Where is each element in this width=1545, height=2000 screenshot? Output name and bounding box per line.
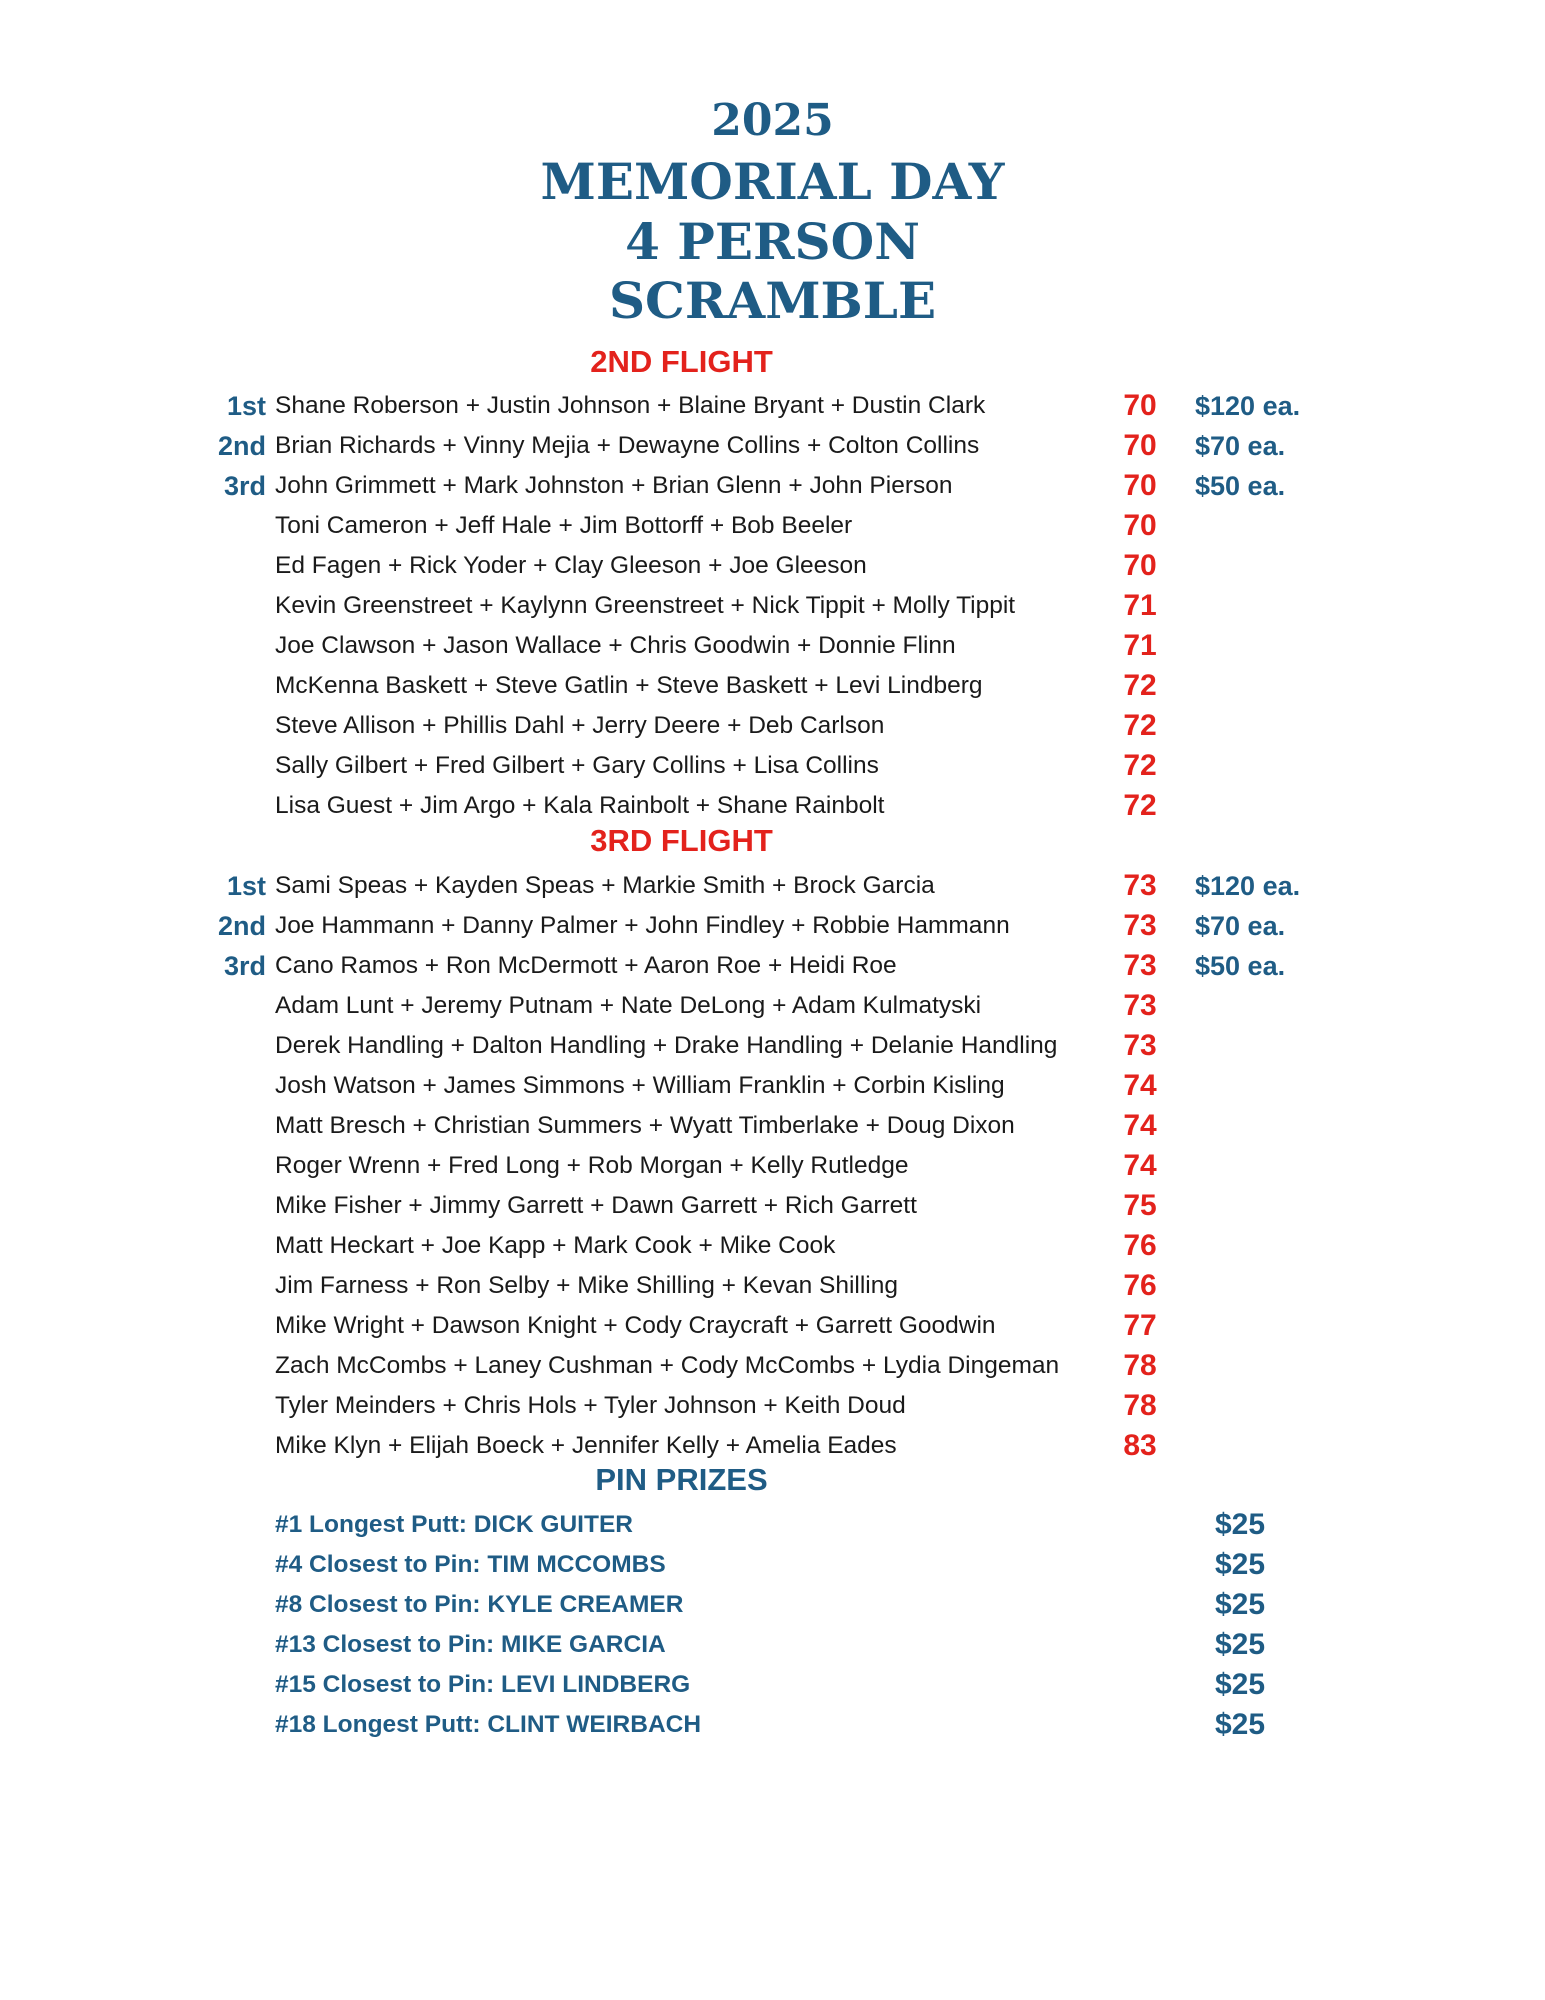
team-names: Sami Speas + Kayden Speas + Markie Smith + Brock Garcia	[275, 872, 935, 899]
team-score: 73	[1123, 989, 1157, 1022]
pin-prize-amount: $25	[1215, 1628, 1266, 1661]
flight-heading: 3RD FLIGHT	[590, 823, 773, 858]
team-names: Mike Klyn + Elijah Boeck + Jennifer Kelly + Amelia Eades	[275, 1432, 897, 1459]
table-row	[0, 1346, 1545, 1386]
place-label: 3rd	[223, 471, 266, 501]
team-score: 76	[1123, 1229, 1157, 1262]
team-names: Zach McCombs + Laney Cushman + Cody McCombs + Lydia Dingeman	[275, 1352, 1060, 1379]
pin-prize-amount: $25	[1215, 1708, 1266, 1741]
title-line-3: SCRAMBLE	[608, 271, 937, 330]
team-names: Roger Wrenn + Fred Long + Rob Morgan + Kelly Rutledge	[275, 1152, 909, 1179]
pin-prize-label: #1 Longest Putt: DICK GUITER	[275, 1511, 633, 1538]
prize-amount: $120 ea.	[1195, 871, 1301, 901]
table-row	[0, 1066, 1545, 1106]
team-names: Sally Gilbert + Fred Gilbert + Gary Collins + Lisa Collins	[275, 752, 879, 779]
table-row	[0, 786, 1545, 826]
team-score: 73	[1123, 909, 1157, 942]
table-row	[0, 906, 1545, 946]
place-label: 2nd	[217, 431, 266, 461]
pin-prize-label: #13 Closest to Pin: MIKE GARCIA	[275, 1631, 666, 1658]
team-names: Adam Lunt + Jeremy Putnam + Nate DeLong + Adam Kulmatyski	[275, 992, 982, 1019]
team-names: Derek Handling + Dalton Handling + Drake Handling + Delanie Handling	[275, 1032, 1058, 1059]
table-row	[0, 946, 1545, 986]
team-score: 75	[1123, 1189, 1157, 1222]
team-names: Brian Richards + Vinny Mejia + Dewayne Collins + Colton Collins	[275, 432, 980, 459]
team-score: 74	[1123, 1069, 1157, 1102]
team-score: 73	[1123, 949, 1157, 982]
team-score: 71	[1123, 589, 1157, 622]
team-score: 70	[1123, 509, 1157, 542]
table-row	[0, 986, 1545, 1026]
title-line-1: MEMORIAL DAY	[540, 152, 1005, 211]
table-row	[0, 866, 1545, 906]
team-names: Toni Cameron + Jeff Hale + Jim Bottorff + Bob Beeler	[275, 512, 853, 539]
table-row	[0, 426, 1545, 466]
pin-prize-amount: $25	[1215, 1508, 1266, 1541]
title-line-2: 4 PERSON	[625, 212, 920, 271]
pin-prize-row	[0, 1585, 1545, 1625]
team-score: 70	[1123, 429, 1157, 462]
pin-prize-row	[0, 1545, 1545, 1585]
table-row	[0, 586, 1545, 626]
team-score: 77	[1123, 1309, 1157, 1342]
team-names: Lisa Guest + Jim Argo + Kala Rainbolt + Shane Rainbolt	[275, 792, 885, 819]
team-names: Steve Allison + Phillis Dahl + Jerry Deere + Deb Carlson	[275, 712, 885, 739]
table-row	[0, 1106, 1545, 1146]
team-score: 76	[1123, 1269, 1157, 1302]
team-names: Mike Wright + Dawson Knight + Cody Craycraft + Garrett Goodwin	[275, 1312, 996, 1339]
team-names: Kevin Greenstreet + Kaylynn Greenstreet + Nick Tippit + Molly Tippit	[275, 592, 1016, 619]
table-row	[0, 1186, 1545, 1226]
pin-prize-label: #4 Closest to Pin: TIM MCCOMBS	[275, 1551, 666, 1578]
table-row	[0, 466, 1545, 506]
team-names: Matt Bresch + Christian Summers + Wyatt Timberlake + Doug Dixon	[275, 1112, 1015, 1139]
pin-prize-row	[0, 1665, 1545, 1705]
team-names: Ed Fagen + Rick Yoder + Clay Gleeson + Joe Gleeson	[275, 552, 867, 579]
table-row	[0, 1306, 1545, 1346]
pin-prizes-heading: PIN PRIZES	[595, 1462, 768, 1497]
team-names: Cano Ramos + Ron McDermott + Aaron Roe + Heidi Roe	[275, 952, 897, 979]
pin-prize-row	[0, 1505, 1545, 1545]
team-score: 72	[1123, 789, 1157, 822]
team-score: 74	[1123, 1109, 1157, 1142]
team-score: 73	[1123, 1029, 1157, 1062]
prize-amount: $50 ea.	[1195, 471, 1286, 501]
table-row	[0, 666, 1545, 706]
pin-prize-row	[0, 1625, 1545, 1665]
prize-amount: $70 ea.	[1195, 431, 1286, 461]
team-names: Jim Farness + Ron Selby + Mike Shilling + Kevan Shilling	[275, 1272, 899, 1299]
team-score: 72	[1123, 749, 1157, 782]
table-row	[0, 506, 1545, 546]
team-names: Josh Watson + James Simmons + William Franklin + Corbin Kisling	[275, 1072, 1005, 1099]
team-score: 78	[1123, 1389, 1157, 1422]
team-names: Matt Heckart + Joe Kapp + Mark Cook + Mike Cook	[275, 1232, 836, 1259]
title-year: 2025	[711, 95, 834, 146]
table-row	[0, 626, 1545, 666]
table-row	[0, 1266, 1545, 1306]
flight-heading: 2ND FLIGHT	[590, 344, 773, 379]
place-label: 3rd	[223, 951, 266, 981]
table-row	[0, 546, 1545, 586]
table-row	[0, 1226, 1545, 1266]
team-names: John Grimmett + Mark Johnston + Brian Glenn + John Pierson	[275, 472, 953, 499]
team-score: 83	[1123, 1429, 1157, 1462]
table-row	[0, 386, 1545, 426]
team-names: Tyler Meinders + Chris Hols + Tyler Johnson + Keith Doud	[275, 1392, 906, 1419]
team-names: Mike Fisher + Jimmy Garrett + Dawn Garrett + Rich Garrett	[275, 1192, 917, 1219]
team-names: Shane Roberson + Justin Johnson + Blaine Bryant + Dustin Clark	[275, 392, 986, 419]
place-label: 2nd	[217, 911, 266, 941]
team-score: 70	[1123, 549, 1157, 582]
place-label: 1st	[226, 871, 266, 901]
team-score: 72	[1123, 669, 1157, 702]
place-label: 1st	[226, 391, 266, 421]
team-names: McKenna Baskett + Steve Gatlin + Steve Baskett + Levi Lindberg	[275, 672, 983, 699]
pin-prize-label: #8 Closest to Pin: KYLE CREAMER	[275, 1591, 684, 1618]
pin-prize-amount: $25	[1215, 1548, 1266, 1581]
pin-prize-row	[0, 1705, 1545, 1745]
pin-prize-label: #15 Closest to Pin: LEVI LINDBERG	[275, 1671, 691, 1698]
table-row	[0, 706, 1545, 746]
prize-amount: $120 ea.	[1195, 391, 1301, 421]
pin-prize-amount: $25	[1215, 1588, 1266, 1621]
team-names: Joe Clawson + Jason Wallace + Chris Goodwin + Donnie Flinn	[275, 632, 956, 659]
prize-amount: $70 ea.	[1195, 911, 1286, 941]
table-row	[0, 1146, 1545, 1186]
team-names: Joe Hammann + Danny Palmer + John Findley + Robbie Hammann	[275, 912, 1010, 939]
table-row	[0, 1426, 1545, 1466]
team-score: 70	[1123, 389, 1157, 422]
pin-prize-amount: $25	[1215, 1668, 1266, 1701]
team-score: 72	[1123, 709, 1157, 742]
team-score: 71	[1123, 629, 1157, 662]
team-score: 70	[1123, 469, 1157, 502]
prize-amount: $50 ea.	[1195, 951, 1286, 981]
pin-prize-label: #18 Longest Putt: CLINT WEIRBACH	[275, 1711, 702, 1738]
table-row	[0, 1026, 1545, 1066]
team-score: 78	[1123, 1349, 1157, 1382]
table-row	[0, 1386, 1545, 1426]
table-row	[0, 746, 1545, 786]
team-score: 73	[1123, 869, 1157, 902]
team-score: 74	[1123, 1149, 1157, 1182]
